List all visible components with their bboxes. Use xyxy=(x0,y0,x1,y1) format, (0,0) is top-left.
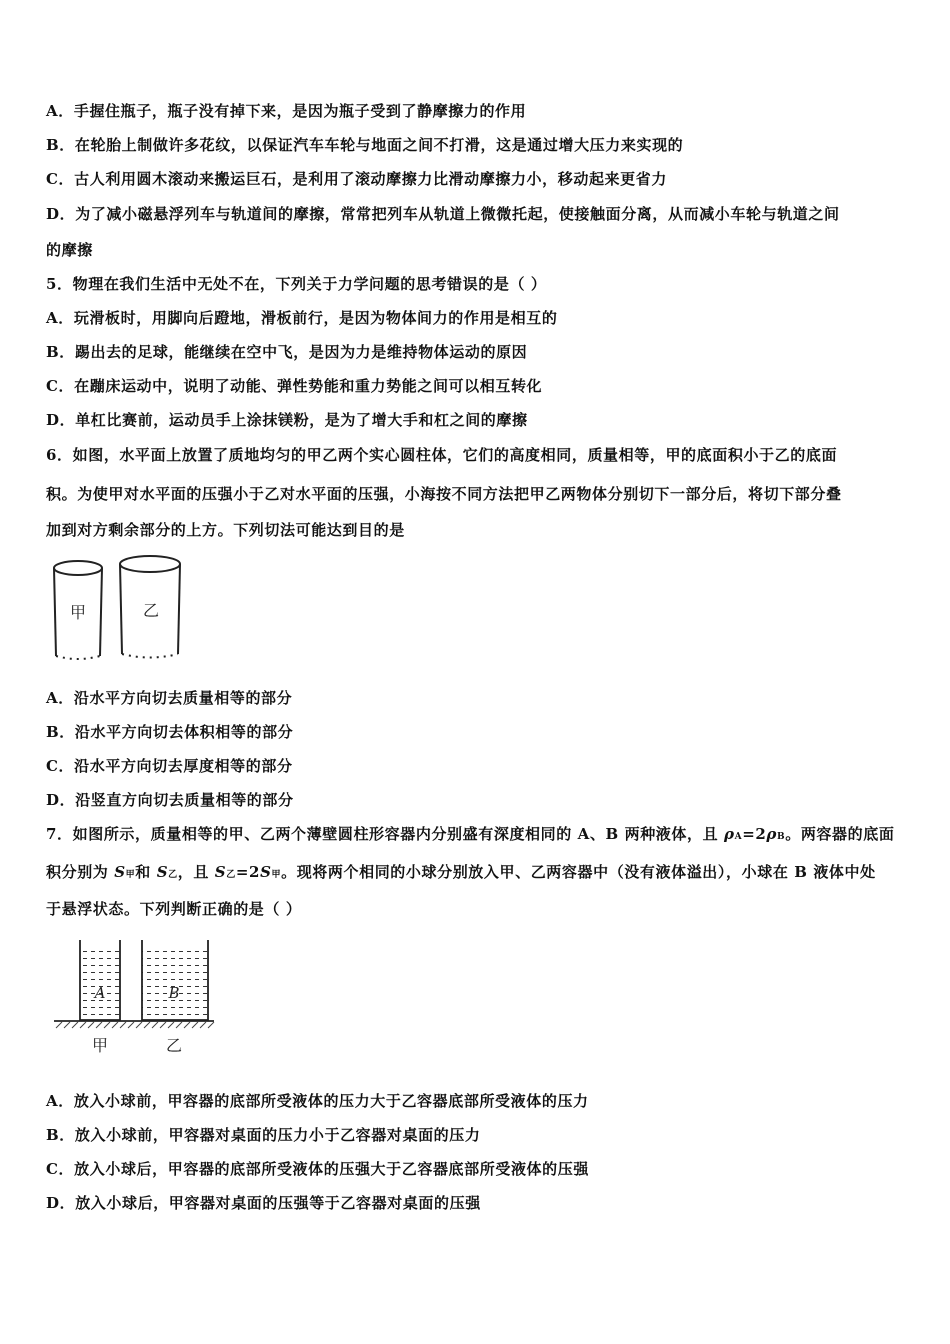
liquid-a-label: A xyxy=(94,984,106,1002)
cylinder-jia-label: 甲 xyxy=(69,603,87,622)
q6-option-c: C．沿水平方向切去厚度相等的部分 xyxy=(46,757,293,775)
q5-stem: 5．物理在我们生活中无处不在，下列关于力学问题的思考错误的是（ ） xyxy=(46,275,547,293)
cylinder-yi-label: 乙 xyxy=(142,601,160,620)
container-jia-label: 甲 xyxy=(91,1036,109,1055)
q6-cylinders-figure xyxy=(40,548,200,678)
q6-stem-line2: 积。为使甲对水平面的压强小于乙对水平面的压强，小海按不同方法把甲乙两物体分别切下一部分后，将切下部分叠 xyxy=(46,485,842,503)
q7-stem-line2: 积分别为 S甲和 S乙，且 S乙=2S甲。现将两个相同的小球分别放入甲、乙两容器中（没有液体溢出），小球在 B 液体中处 xyxy=(46,863,876,881)
q6-stem-line3: 加到对方剩余部分的上方。下列切法可能达到目的是 xyxy=(46,521,405,539)
q5-option-c: C．在蹦床运动中，说明了动能、弹性势能和重力势能之间可以相互转化 xyxy=(46,377,543,395)
q4-option-c: C．古人利用圆木滚动来搬运巨石，是利用了滚动摩擦力比滑动摩擦力小，移动起来更省力 xyxy=(46,170,667,188)
q7-option-a: A．放入小球前，甲容器的底部所受液体的压力大于乙容器底部所受液体的压力 xyxy=(46,1092,589,1110)
q5-option-d: D．单杠比赛前，运动员手上涂抹镁粉，是为了增大手和杠之间的摩擦 xyxy=(46,411,528,429)
q6-option-a: A．沿水平方向切去质量相等的部分 xyxy=(46,689,293,707)
q5-option-a: A．玩滑板时，用脚向后蹬地，滑板前行，是因为物体间力的作用是相互的 xyxy=(46,309,558,327)
q4-option-b: B．在轮胎上制做许多花纹，以保证汽车车轮与地面之间不打滑，这是通过增大压力来实现的 xyxy=(46,136,684,154)
q4-option-d-cont: 的摩擦 xyxy=(46,241,93,259)
q5-option-b: B．踢出去的足球，能继续在空中飞，是因为力是维持物体运动的原因 xyxy=(46,343,528,361)
q6-option-d: D．沿竖直方向切去质量相等的部分 xyxy=(46,791,294,809)
container-yi-label: 乙 xyxy=(165,1036,183,1055)
liquid-b-label: B xyxy=(168,984,180,1002)
q4-option-a: A．手握住瓶子，瓶子没有掉下来，是因为瓶子受到了静摩擦力的作用 xyxy=(46,102,527,120)
q7-containers-figure xyxy=(50,934,220,1059)
q6-option-b: B．沿水平方向切去体积相等的部分 xyxy=(46,723,294,741)
q6-stem-line1: 6．如图，水平面上放置了质地均匀的甲乙两个实心圆柱体，它们的高度相同，质量相等，甲的底面积小于乙的底面 xyxy=(46,446,838,464)
q7-option-c: C．放入小球后，甲容器的底部所受液体的压强大于乙容器底部所受液体的压强 xyxy=(46,1160,589,1178)
q4-option-d: D．为了减小磁悬浮列车与轨道间的摩擦，常常把列车从轨道上微微托起，使接触面分离，从而减小车轮与轨道之间 xyxy=(46,205,840,223)
q7-stem-line3: 于悬浮状态。下列判断正确的是（ ） xyxy=(46,900,302,918)
q7-option-d: D．放入小球后，甲容器对桌面的压强等于乙容器对桌面的压强 xyxy=(46,1194,481,1212)
q7-option-b: B．放入小球前，甲容器对桌面的压力小于乙容器对桌面的压力 xyxy=(46,1126,481,1144)
q7-stem-line1: 7．如图所示，质量相等的甲、乙两个薄壁圆柱形容器内分别盛有深度相同的 A、B 两种液体，且 ρA=2ρB。两容器的底面 xyxy=(46,825,895,843)
